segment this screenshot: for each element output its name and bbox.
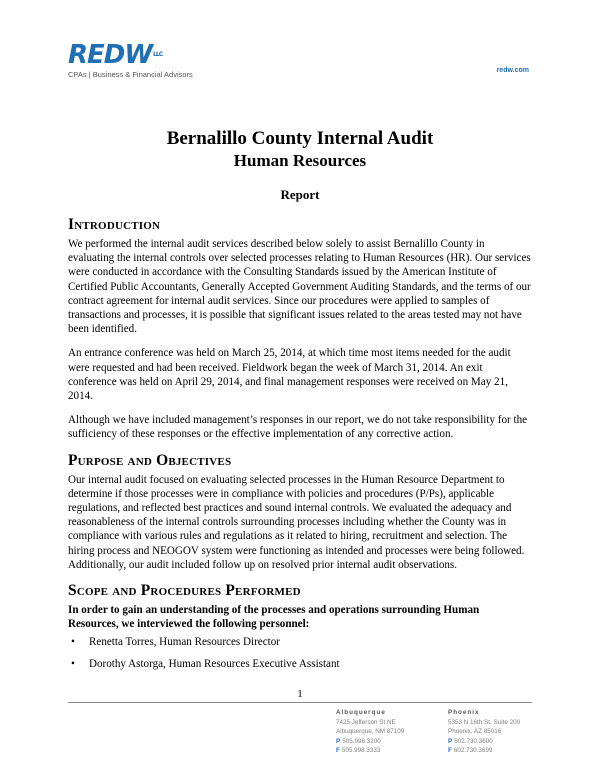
list-item: [68, 657, 532, 671]
page-number: 1: [297, 688, 303, 700]
fax-number: 602.730.3699: [453, 747, 493, 754]
office-address-line: 5353 N 16th St, Suite 200: [448, 718, 521, 726]
introduction-paragraph: Although we have included management’s responses in our report, we do not take responsibility for the sufficiency of these responses or the effective implementation of any corrective action.: [68, 414, 528, 441]
purpose-paragraph: Our internal audit focused on evaluating selected processes in the Human Resource Department to determine if those processes were in compliance with policies and procedures (P/Ps), applicable regulations, and reflected best practices and sound internal controls. We evaluated the adequacy and reasonableness of the internal controls surrounding processes including whether the County was in compliance with various rules and regulations as it related to hiring, recruitment and selection. The hiring process and NEOGOV system were functioning as intended and processes were being followed. Additionally, our audit included follow up on resolved prior internal audit observations.: [68, 473, 525, 571]
office-name: Phoenix: [448, 709, 480, 716]
fax-label: F: [336, 747, 340, 754]
office-phone: [336, 737, 404, 747]
document-title: Bernalillo County Internal Audit: [166, 128, 434, 149]
fax-label: F: [448, 747, 452, 754]
report-body: [68, 216, 532, 678]
footer-divider: [68, 702, 532, 703]
personnel-name: Renetta Torres, Human Resources Director: [89, 636, 280, 649]
phone-number: 505.998.3200: [342, 737, 381, 745]
fax-number: 505.998.3333: [341, 747, 381, 754]
office-phoenix: [448, 708, 520, 756]
bullet: •: [71, 636, 75, 649]
logo-suffix: LLC: [153, 51, 163, 58]
phone-number: 602.730.3600: [454, 737, 493, 745]
introduction-paragraph: An entrance conference was held on March 25, 2014, at which time most items needed for the audit were requested and had been received. Fieldwork began the week of March 31, 2014. An exit conference was held on April 29, 2014, and final management responses were received on May 21, 2014.: [68, 347, 511, 403]
office-address-line: Phoenix, AZ 85016: [448, 728, 502, 735]
office-address-line: 7425 Jefferson St NE: [336, 718, 396, 726]
purpose-heading: Purpose and Objectives: [68, 451, 232, 469]
page-header: [0, 0, 600, 90]
office-phone: [448, 737, 520, 747]
website-link[interactable]: redw.com: [496, 67, 529, 74]
introduction-heading: Introduction: [68, 216, 161, 233]
redw-logo: [68, 42, 193, 79]
office-name: Albuquerque: [336, 709, 386, 716]
phone-label: P: [336, 737, 341, 745]
phone-label: P: [448, 737, 453, 745]
document-subtitle: Human Resources: [233, 151, 367, 170]
scope-intro: In order to gain an understanding of the processes and operations surrounding Human Resources, we interviewed the following personnel:: [68, 604, 480, 631]
office-fax: [448, 746, 520, 756]
introduction-paragraph: We performed the internal audit services described below solely to assist Bernalillo County in evaluating the internal controls over selected processes relating to Human Resources (HR). Our services were conducted in accordance with the Consulting Standards issued by the American Institute of Certified Public Accountants, Generally Accepted Government Auditing Standards, and the terms of our contract agreement for internal audit services. Since our procedures were applied to samples of transactions and processes, it is possible that significant issues related to the areas tested may not have been identified.: [68, 238, 531, 336]
personnel-list: [68, 635, 532, 670]
bullet: •: [71, 657, 75, 670]
list-item: [68, 635, 532, 649]
office-albuquerque: [336, 708, 404, 756]
personnel-name: Dorothy Astorga, Human Resources Executive Assistant: [89, 657, 340, 670]
scope-heading: Scope and Procedures Performed: [68, 582, 301, 600]
office-fax: [336, 746, 404, 756]
office-address-line: Albuquerque, NM 87109: [336, 728, 405, 735]
logo-wordmark: REDW: [68, 40, 153, 70]
report-label: Report: [280, 187, 320, 202]
title-block: [0, 128, 600, 203]
logo-tagline: CPAs | Business & Financial Advisors: [68, 70, 193, 79]
